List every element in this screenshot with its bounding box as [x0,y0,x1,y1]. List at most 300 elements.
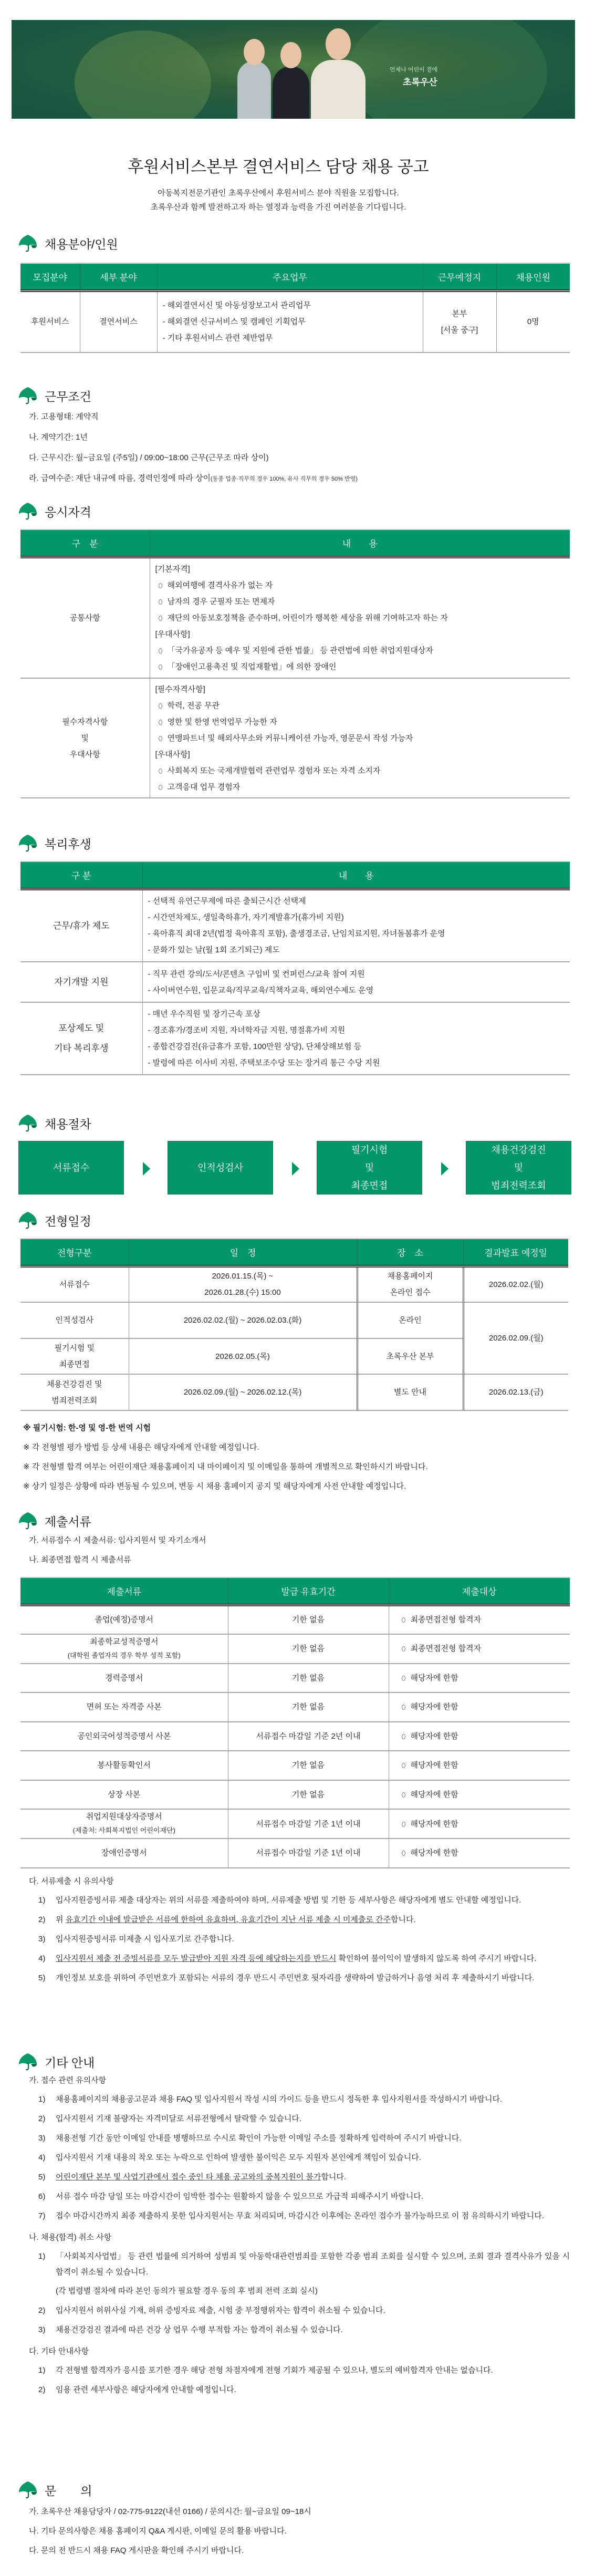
list-item [0,1970,570,1986]
line-text: 「장애인고용촉진 및 직업재활법」에 의한 장애인 [167,662,337,671]
line: 우대사항 [69,750,100,759]
process-step-documents [18,1141,124,1194]
line: - 육아휴직 최대 2년(법정 육아휴직 포함), 출생경조금, 난임치료지원, 자녀돌봄휴가 운영 [148,929,445,939]
table-row [20,557,570,678]
list-item [0,1931,570,1947]
list-item [0,1951,570,1967]
step-label: 및 [364,1162,374,1173]
line: - 매년 우수직원 및 장기근속 포상 [148,1010,260,1019]
umbrella-logo-icon [18,2481,38,2499]
bullet-icon [159,768,162,774]
line: 초록우산 본부 [386,1352,434,1361]
list-item [0,2322,570,2338]
duties-cell [157,290,423,352]
contact-item: 가. 초록우산 채용담당자 / 02-775-9122(내선 0166) / 문의시간: 월~금요일 09~18시 [29,2507,311,2516]
line: 2026.01.28.(수) 15:00 [204,1288,281,1297]
table-row [20,290,570,352]
document-name-cell [20,1809,228,1838]
bullet-icon [402,1646,405,1651]
line: 필기시험 및 [54,1344,95,1353]
underlined-text: 입사지원서 제출 전 증빙서류를 모두 발급받아 지원 자격 등에 해당하는지를 반드시 [56,1954,337,1963]
condition-item: 나. 계약기간: 1년 [29,433,88,442]
section-heading-text: 응시자격 [45,505,91,519]
list-group-heading: 나. 채용(합격) 취소 사항 [29,2233,112,2242]
table-row [20,1266,568,1302]
result-cell: 2026.02.09.(월) [463,1302,568,1374]
section-process [0,1114,595,1198]
step-label: 채용건강검진 [491,1145,546,1155]
list-text: 입사지원서 허위사실 기재, 허위 증빙자료 제출, 시험 중 부정행위자는 합격이 취소될 수 있습니다. [56,2306,385,2315]
target-cell [389,1809,570,1838]
validity-cell: 기한 없음 [228,1780,389,1810]
field-cell: 후원서비스 [20,290,80,352]
line: 최종학교성적증명서 [90,1637,159,1646]
line: - 해외결연 신규서비스 및 캠페인 기획업무 [162,317,306,327]
child-figure [273,66,309,119]
bullet-icon [402,1676,405,1681]
column-header: 제출대상 [389,1577,570,1605]
page-title: 후원서비스본부 결연서비스 담당 채용 공고 [128,158,429,176]
qualifications-table [20,529,570,798]
column-header: 채용인원 [496,263,570,290]
line: - 시간연차제도, 생일축하휴가, 자기계발휴가(휴가비 지원) [148,913,344,922]
documents-intro-item: 나. 최종면접 합격 시 제출서류 [29,1555,131,1564]
child-figure [237,61,271,119]
validity-cell: 기한 없음 [228,1605,389,1634]
content-cell [150,678,570,798]
line: 졸업(예정)증명서 [95,1615,153,1624]
line: [서울 중구] [441,325,478,335]
bullet-icon [159,785,162,790]
column-header: 근무예정지 [423,263,496,290]
table-row [20,1664,570,1693]
documents-table [20,1577,570,1868]
table-header-row [20,529,570,557]
section-heading-text: 문 의 [45,2484,92,2498]
table-row [20,1751,570,1780]
table-row [20,1605,570,1634]
arrow-right-icon [292,1162,299,1176]
content-cell [142,962,570,1002]
line: 서류접수 [59,1280,90,1289]
line-text: 연맹파트너 및 해외사무소와 커뮤니케이션 가능자, 영문문서 작성 가능자 [167,733,413,743]
list-item [0,2111,570,2127]
line: - 해외결연서신 및 아동성장보고서 관리업무 [162,301,311,310]
section-welfare [0,834,595,1075]
list-text: 입사지원증빙서류 미제출 시 입사포기로 간주합니다. [56,1934,234,1944]
list-number: 1) [38,2095,46,2104]
document-name-cell [20,1780,228,1810]
line: 면허 또는 자격증 사본 [86,1702,162,1712]
line: 포상제도 및 [58,1023,105,1033]
line [155,642,570,659]
line: 인적성검사 [55,1316,93,1325]
table-row [20,1809,570,1838]
target-text: 해당자에 한함 [410,1731,458,1741]
sub-field-cell: 결연서비스 [80,290,157,352]
table-header-row [20,861,570,889]
line [155,698,570,714]
table-row [20,889,570,962]
section-heading-text: 채용절차 [45,1117,91,1131]
line [155,594,570,610]
banner-tagline: 언제나 어린이 곁에 [390,67,438,73]
note-item [23,1418,595,1438]
line: - 종합건강검진(유급휴가 포함, 100만원 상당), 단체상해보험 등 [148,1042,362,1051]
section-heading-text: 전형일정 [45,1214,91,1228]
document-name-cell [20,1751,228,1780]
process-step-aptitude [168,1141,273,1194]
column-header: 제출서류 [20,1577,228,1605]
line: 및 [81,733,89,743]
contact-item: 다. 문의 전 반드시 채용 FAQ 게시판을 확인해 주시기 바랍니다. [29,2546,244,2555]
result-cell: 2026.02.13.(금) [463,1374,568,1410]
section-heading [18,387,595,404]
line [155,577,570,594]
content-cell [142,1002,570,1075]
step-label: 필기시험 [351,1145,388,1155]
intro-line: 초록우산과 함께 발전하고자 하는 열정과 능력을 가진 여러분을 기다립니다. [150,203,406,212]
line [155,610,570,626]
section-heading [18,834,595,852]
list-text: 합니다. [321,2173,346,2182]
section-schedule [0,1211,595,1496]
section-heading [18,502,595,520]
step-label: 범죄전력조회 [491,1180,546,1191]
table-row [20,962,570,1002]
list-number: 2) [38,2385,46,2394]
line: 상장 사본 [108,1790,141,1799]
line: 최종면접 [59,1360,90,1369]
bullet-icon [159,648,162,653]
list-item [0,2208,570,2224]
list-item [0,2382,570,2398]
documents-intro [29,1531,595,1570]
line-text: 사회복지 또는 국제개발협력 관련업무 경험자 또는 자격 소지자 [167,766,381,775]
validity-cell: 서류접수 마감일 기준 1년 이내 [228,1809,389,1838]
section-heading-text: 채용분야/인원 [45,237,118,251]
column-header: 세부 분야 [80,263,157,290]
document-name-cell [20,1692,228,1722]
list-number: 7) [38,2211,46,2220]
column-header: 구 분 [20,529,150,557]
target-cell [389,1722,570,1751]
umbrella-logo-icon [18,234,38,252]
section-documents [0,1512,595,1990]
table-row [20,1722,570,1751]
document-name-cell [20,1634,228,1664]
line-text: 재단의 아동보호정책을 준수하며, 어린이가 행복한 세상을 위해 기여하고자 하는 자 [167,613,448,622]
list-text: 채용홈페이지의 채용공고문과 채용 FAQ 및 입사지원서 작성 시의 가이드 등을 반드시 정독한 후 입사지원서를 작성하시기 바랍니다. [56,2095,503,2104]
line: - 사이버연수원, 입문교육/직무교육/직책자교육, 해외연수제도 운영 [148,985,374,995]
document-name-cell [20,1722,228,1751]
line: 기타 복리후생 [54,1043,109,1053]
list-number: 3) [38,1934,46,1944]
section-positions [0,234,595,353]
stage-cell [20,1374,129,1410]
line [155,714,570,730]
bullet-icon [159,664,162,670]
line: (대학원 졸업자의 경우 학부 성적 포함) [67,1651,181,1659]
bullet-icon [402,1822,405,1827]
list-item [0,1912,570,1928]
salary-note: (동종 업종·직무의 경우 100%, 유사 직무의 경우 50% 반영) [210,476,358,482]
target-cell [389,1838,570,1868]
table-row [20,1780,570,1810]
umbrella-logo-icon [18,1512,38,1530]
target-cell [389,1605,570,1634]
list-text: 접수 마감시간까지 최종 제출하지 못한 입사지원서는 무효 처리되며, 마감시간 이후에는 온라인 접수가 불가능하므로 이 점 유의하시기 바랍니다. [56,2211,544,2220]
line: 근무/휴가 제도 [53,920,110,931]
line: (제출처: 사회복지법인 어린이재단) [72,1826,175,1834]
section-heading [18,1512,595,1530]
stage-cell [20,1338,129,1374]
conditions-list [29,407,595,490]
line: - 경조휴가/경조비 지원, 자녀학자금 지원, 명절휴가비 지원 [148,1026,346,1035]
contact-item: 나. 기타 문의사항은 채용 홈페이지 Q&A 게시판, 이메일 문의 활용 바랍니다. [29,2527,287,2536]
banner-brand: 초록우산 [403,77,437,87]
umbrella-logo-icon [18,1114,38,1132]
line: 별도 안내 [393,1388,427,1397]
list-number: 3) [38,2134,46,2143]
bullet-icon [159,583,162,588]
intro-text [0,186,557,214]
bullet-icon [159,599,162,605]
condition-item [29,468,595,490]
line: - 선택적 유연근무제에 따른 출퇴근시간 선택제 [148,897,306,906]
line [155,763,570,779]
line-text: 고객응대 업무 경험자 [167,782,241,792]
arrow-right-icon [143,1162,150,1176]
umbrella-logo-icon [18,502,38,520]
place-cell [357,1302,463,1338]
schedule-table [20,1238,568,1411]
list-item [0,2363,570,2378]
location-cell [423,290,496,352]
bullet-icon [402,1792,405,1798]
column-header: 결과발표 예정일 [463,1239,568,1266]
line: [기본자격] [155,564,190,574]
list-number: 5) [38,1973,46,1982]
date-cell [129,1374,357,1410]
process-step-exam-interview [317,1141,422,1194]
list-number: 4) [38,1954,46,1963]
section-heading [18,1114,595,1132]
line: 온라인 [399,1316,422,1325]
line: - 직무 관련 강의/도서/콘텐츠 구입비 및 컨퍼런스/교육 참여 지원 [148,969,365,979]
list-number: 2) [38,1915,46,1924]
section-heading [18,2053,595,2071]
content-cell [150,557,570,678]
stage-cell [20,1266,129,1302]
section-qualifications [0,502,595,798]
line: 범죄전력조회 [51,1396,98,1405]
bullet-icon [402,1705,405,1710]
underlined-text: 어린이재단 본부 및 사업기관에서 접수 중인 타 채용 공고와의 중복지원이 불가 [56,2173,321,2182]
documents-notes [0,1872,570,1986]
umbrella-logo-icon [18,387,38,404]
salary-text: 라. 급여수준: 재단 내규에 따름, 경력인정에 따라 상이 [29,474,211,483]
umbrella-logo-icon [18,1211,38,1229]
target-text: 해당자에 한함 [410,1761,458,1770]
positions-table [20,263,570,353]
umbrella-logo-icon [18,2053,38,2071]
category-cell [20,889,142,962]
list-subtext: (각 법령별 절차에 따라 본인 동의가 필요할 경우 동의 후 범죄 전력 조회 실시) [56,2287,318,2295]
target-text: 최종면접전형 합격자 [410,1644,482,1653]
line: 온라인 접수 [390,1288,431,1297]
target-text: 최종면접전형 합격자 [410,1615,482,1624]
bullet-icon [159,616,162,621]
hero-banner [12,20,575,119]
place-cell [357,1374,463,1410]
line: 봉사활동확인서 [97,1761,151,1770]
foliage-decoration [348,20,547,119]
target-text: 해당자에 한함 [410,1819,458,1829]
child-figure [311,60,366,119]
line-text: 남자의 경우 군필자 또는 면제자 [167,597,275,606]
count-cell: 0명 [496,290,570,352]
column-header: 장 소 [357,1239,463,1266]
line: 공인외국어성적증명서 사본 [77,1731,171,1741]
arrow-right-icon [441,1162,448,1176]
table-row [20,1634,570,1664]
category-cell [20,962,142,1002]
step-label: 및 [514,1162,524,1173]
line: [우대사항] [155,629,190,639]
column-header: 전형구분 [20,1239,129,1266]
target-cell [389,1780,570,1810]
list-text: 입사지원서 기재 내용의 착오 또는 누락으로 인하여 발생한 불이익은 모두 지원자 본인에게 책임이 있습니다. [56,2153,421,2162]
list-text: 서류 접수 마감 당일 또는 마감시간이 임박한 접수는 원활하지 않을 수 있으므로 가급적 피해주시기 바랍니다. [56,2192,424,2201]
line [155,779,570,795]
table-row [20,1002,570,1075]
table-row [20,1374,568,1410]
column-header: 일 정 [129,1239,357,1266]
validity-cell: 기한 없음 [228,1692,389,1722]
category-cell [20,1002,142,1075]
list-group-heading: 가. 접수 관련 유의사항 [29,2076,107,2085]
step-label: 최종면접 [351,1180,388,1191]
validity-cell: 기한 없음 [228,1751,389,1780]
result-cell: 2026.02.02.(월) [463,1266,568,1302]
condition-item: 가. 고용형태: 계약직 [29,412,99,421]
step-label: 서류접수 [53,1162,90,1173]
line: 2026.01.15.(목) ~ [212,1272,274,1281]
list-number: 6) [38,2192,46,2201]
note-item: ※ 각 전형별 합격 여부는 어린이재단 채용홈페이지 내 마이페이지 및 이메일을 통하여 개별적으로 확인하시기 바랍니다. [23,1462,428,1471]
underlined-text: 유효기간 이내에 발급받은 서류에 한하여 유효하며, 유효기간이 지난 서류 제출 시 미제출로 간주 [65,1915,391,1924]
target-cell [389,1664,570,1693]
line: 2026.02.02.(월) ~ 2026.02.03.(화) [183,1316,302,1325]
table-header-row [20,1577,570,1605]
line: 채용홈페이지 [387,1272,433,1281]
line: [필수자격사항] [155,684,205,694]
section-etc [0,2053,595,2402]
target-text: 해당자에 한함 [410,1848,458,1858]
list-number: 5) [38,2173,46,2182]
line: [우대사항] [155,750,190,759]
table-row [20,1302,568,1338]
line: 필수자격사항 [62,717,108,726]
document-name-cell [20,1605,228,1634]
section-heading [18,234,595,252]
schedule-notes [23,1418,595,1496]
line: - 발령에 따른 이사비 지원, 주택보조수당 또는 장거리 통근 수당 지원 [148,1058,380,1067]
line-text: 학력, 전공 무관 [167,701,220,710]
table-row [20,678,570,798]
target-text: 해당자에 한함 [410,1790,458,1799]
note-bold: ※ 필기시험: 한-영 및 영-한 번역 시험 [23,1424,151,1432]
list-item [0,2303,570,2319]
line: 자기개발 지원 [54,977,109,987]
target-text: 해당자에 한함 [410,1702,458,1712]
line-text: 「국가유공자 등 예우 및 지원에 관한 법률」 등 관련법에 의한 취업지원대상자 [167,646,433,655]
umbrella-logo-icon [18,834,38,852]
line [155,659,570,675]
line: 공통사항 [69,613,100,622]
list-number: 2) [38,2114,46,2123]
document-name-cell [20,1664,228,1693]
list-item [0,2169,570,2185]
list-number: 1) [38,2366,46,2375]
etc-list [0,2071,570,2398]
bullet-icon [402,1851,405,1856]
document-name-cell [20,1838,228,1868]
list-text: 개인정보 보호를 위하여 주민번호가 포함되는 서류의 경우 반드시 주민번호 뒷자리를 생략하여 발급하거나 음영 처리 후 제출하시기 바랍니다. [56,1973,535,1982]
table-header-row [20,1239,568,1266]
line-text: 영한 및 한영 번역업무 가능한 자 [167,717,277,726]
content-cell [142,889,570,962]
line: - 문화가 있는 날(월 1회 조기퇴근) 제도 [148,946,280,955]
contact-list [29,2502,595,2560]
list-text: 합니다. [390,1915,416,1924]
place-cell [357,1266,463,1302]
line: - 기타 후원서비스 관련 제반업무 [162,334,273,343]
list-text: 임용 관련 세부사항은 해당자에게 안내할 예정입니다. [56,2385,236,2394]
target-text: 해당자에 한함 [410,1673,458,1682]
list-item [0,2189,570,2205]
list-text: 「사회복지사업법」 등 관련 법률에 의거하여 성범죄 및 아동학대관련범죄를 포함한 각종 범죄 조회를 실시할 수 있으며, 조회 결과 결격사유가 있을 시 합격이 취소될 수 있습니다. [56,2252,570,2277]
category-cell [20,557,150,678]
section-contact [0,2481,595,2560]
step-label: 인적성검사 [197,1162,243,1173]
list-group-heading: 다. 서류제출 시 유의사항 [29,1876,114,1886]
bullet-icon [159,736,162,741]
note-item: ※ 상기 일정은 상황에 따라 변동될 수 있으며, 변동 시 채용 홈페이지 공지 및 해당자에게 사전 안내할 예정입니다. [23,1482,406,1491]
table-row [20,1838,570,1868]
target-cell [389,1751,570,1780]
condition-item: 다. 근무시간: 월~금요일 (주5일) / 09:00~18:00 근무(근무조 따라 상이) [29,453,269,462]
list-number: 1) [38,1895,46,1905]
section-heading-text: 근무조건 [45,389,91,403]
section-heading-text: 기타 안내 [45,2055,95,2070]
list-text: 위 [56,1915,66,1924]
line: 장애인증명서 [101,1848,147,1858]
list-number: 1) [38,2252,46,2261]
table-row [20,1692,570,1722]
validity-cell: 서류접수 마감일 기준 2년 이내 [228,1722,389,1751]
foliage-decoration [75,30,211,119]
target-cell [389,1634,570,1664]
bullet-icon [159,720,162,725]
bullet-icon [159,703,162,709]
process-step-health-check [466,1141,571,1194]
place-cell [357,1338,463,1374]
list-text: 입사지원서 기재 불량자는 자격미달로 서류전형에서 탈락할 수 있습니다. [56,2114,302,2123]
validity-cell: 기한 없음 [228,1664,389,1693]
line: 2026.02.09.(월) ~ 2026.02.12.(목) [183,1388,302,1397]
